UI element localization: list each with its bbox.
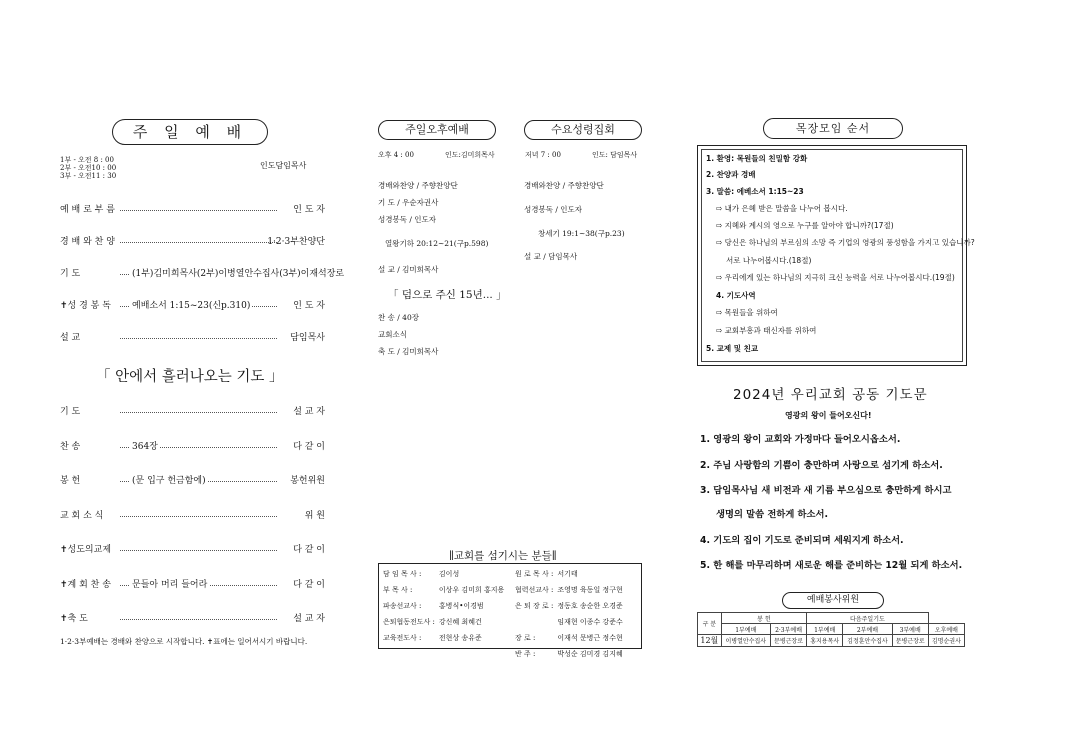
order-row	[60, 508, 325, 520]
servant-names: 서기태	[557, 570, 578, 578]
wc-subheader-cell: 3부예배	[892, 624, 928, 635]
afternoon-leader: 인도:김미희목사	[445, 151, 495, 159]
order-row	[60, 202, 325, 214]
wc-subheader-cell: 1부예배	[721, 624, 770, 635]
servant-names: 이상우 김미희 홍지용	[438, 586, 505, 594]
afternoon-line: 기 도 / 우순자권사	[378, 198, 439, 207]
order-row	[60, 542, 325, 554]
order-person: 담임목사	[290, 333, 325, 343]
servant-role: 교육전도사 :	[383, 634, 422, 642]
servant-row	[381, 582, 506, 598]
order-person: 다 같 이	[293, 545, 325, 555]
servant-role: 부 목 사 :	[383, 586, 413, 594]
prayer-item: 3. 담임목사님 새 비전과 새 기름 부으심으로 충만하게 하시고	[700, 485, 952, 496]
afternoon-service-title: 주일오후예배	[378, 120, 496, 140]
dotted-leader	[120, 202, 277, 211]
servant-row	[381, 598, 506, 614]
wc-cell: 김명순권사	[928, 635, 964, 647]
order-label: 교 회 소 식	[60, 510, 104, 521]
order-row	[60, 439, 325, 451]
service-time: 2부 - 오전10 : 00	[60, 164, 117, 172]
afternoon-line: 축 도 / 김미희목사	[378, 347, 439, 356]
mokjang-item: 2. 찬양과 경배	[706, 170, 756, 179]
dotted-leader	[120, 330, 277, 339]
wc-data-row	[698, 635, 965, 647]
wc-cell: 문병근장로	[892, 635, 928, 647]
prayer-item: 4. 기도의 집이 기도로 준비되며 세워지게 하소서.	[700, 535, 904, 546]
order-label: 봉 헌	[60, 476, 81, 486]
wc-subheader-cell: 2부예배	[843, 624, 892, 635]
order-person: 인 도 자	[293, 205, 325, 215]
mokjang-item: ⇨ 우리에게 있는 하나님의 지극히 크신 능력을 서로 나누어봅시다.(19절)	[716, 273, 955, 282]
prayer-item: 5. 한 해를 마무리하며 새로운 해를 준비하는 12월 되게 하소서.	[700, 560, 963, 571]
order-label: ✝성 경 봉 독	[60, 301, 111, 311]
dotted-leader	[120, 508, 277, 517]
order-label: ✝성도의교제	[60, 545, 112, 555]
wc-subheader-cell: 오후예배	[928, 624, 964, 635]
servants-title: ∥교회를 섬기시는 분들∥	[449, 550, 557, 562]
wednesday-line: 설 교 / 담임목사	[524, 252, 578, 261]
servant-row	[513, 646, 625, 662]
order-label: 경 배 와 찬 양	[60, 237, 115, 247]
servant-names: 전현상 송유준	[438, 634, 482, 642]
servant-row	[513, 582, 625, 598]
order-row	[60, 577, 325, 589]
order-label: 예 배 로 부 름	[60, 205, 115, 215]
servant-role	[513, 614, 555, 630]
mokjang-box	[697, 145, 975, 366]
wc-cell: 홍지용목사	[807, 635, 843, 647]
dotted-leader	[120, 404, 277, 413]
wc-cell: 김정훈안수집사	[843, 635, 892, 647]
afternoon-sermon-title: 「 덤으로 주신 15년... 」	[388, 289, 507, 301]
mokjang-item: 서로 나누어봅시다.(18절)	[726, 256, 812, 265]
wc-header-row	[698, 613, 965, 624]
order-person: 설 교 자	[293, 407, 325, 417]
afternoon-line: 설 교 / 김미희목사	[378, 265, 439, 274]
order-row	[60, 330, 325, 342]
afternoon-line: 찬 송 / 40장	[378, 313, 419, 322]
mokjang-item: ⇨ 목원들을 위하여	[716, 308, 778, 317]
order-detail: 364장	[130, 439, 160, 452]
servant-role: 반 주 :	[515, 650, 536, 658]
order-row	[60, 298, 325, 310]
worship-committee-title: 예배봉사위원	[782, 592, 884, 609]
order-detail: 문들아 머리 들어라	[130, 577, 209, 590]
wc-subheader-cell: 2·3부예배	[770, 624, 806, 635]
afternoon-line: 성경봉독 / 인도자	[378, 215, 437, 224]
servant-names: 박성순 김미경 김지혜	[557, 650, 623, 658]
servant-role: 협력선교사 :	[515, 586, 554, 594]
servant-role: 담 임 목 사 :	[383, 570, 422, 578]
servant-role: 장 로 :	[515, 634, 536, 642]
wc-subheader-row	[698, 624, 965, 635]
order-person: 위 원	[304, 510, 325, 521]
servant-names: 임재현 이종수 강준수	[557, 618, 623, 626]
servant-row	[381, 614, 506, 630]
servant-role: 파송선교사 :	[383, 602, 422, 610]
servant-row	[513, 598, 625, 614]
order-row	[60, 473, 325, 485]
dotted-leader	[120, 542, 277, 551]
servant-row	[513, 630, 625, 646]
prayer-item: 2. 주님 사랑함의 기쁨이 충만하며 사랑으로 섬기게 하소서.	[700, 460, 943, 471]
servant-names: 정동호 송순한 오경준	[557, 602, 623, 610]
order-label: 기 도	[60, 407, 81, 417]
wc-month: 12월	[698, 635, 722, 647]
wednesday-line: 창세기 19:1~38(구p.23)	[538, 229, 625, 238]
order-label: 설 교	[60, 333, 81, 343]
wednesday-leader: 인도: 담임목사	[592, 151, 638, 159]
servant-names: 이재석 문병근 정수현	[557, 634, 623, 642]
afternoon-line: 경배와찬양 / 주향찬양단	[378, 181, 458, 190]
wednesday-line: 성경봉독 / 인도자	[524, 205, 583, 214]
dotted-leader	[120, 234, 277, 243]
mokjang-item: 5. 교제 및 친교	[706, 344, 759, 353]
servant-row	[513, 566, 625, 582]
order-detail: 예배소서 1:15~23(신p.310)	[130, 298, 252, 311]
order-person: 다 같 이	[293, 579, 325, 590]
sunday-leader: 인도담임목사	[260, 161, 307, 170]
worship-committee-table	[697, 612, 965, 647]
servant-row	[381, 630, 506, 646]
mokjang-item: 4. 기도사역	[716, 291, 756, 300]
service-time: 1부 - 오전 8 : 00	[60, 156, 114, 164]
order-row	[60, 266, 345, 279]
order-label: ✝계 회 찬 송	[60, 579, 111, 590]
order-label: ✝축 도	[60, 614, 88, 624]
servant-role: 은 퇴 장 로 :	[515, 602, 554, 610]
mokjang-item: 1. 환영: 목원들의 친밀함 강화	[706, 154, 808, 163]
wednesday-line: 경배와찬양 / 주향찬양단	[524, 181, 604, 190]
servant-row	[513, 614, 625, 630]
prayer-item: 생명의 말씀 전하게 하소서.	[716, 509, 829, 520]
order-person: 봉헌위원	[290, 476, 325, 486]
wc-header-cell: 구 분	[698, 613, 722, 635]
order-person: 다 같 이	[293, 441, 325, 452]
order-label: 찬 송	[60, 441, 81, 452]
wednesday-service-title: 수요성령집회	[524, 120, 642, 140]
wc-header-cell: 봉 헌	[721, 613, 806, 624]
order-detail: (1부)김미희목사(2부)이병열안수집사(3부)이재석장로	[130, 266, 346, 279]
servant-names: 조영명 육동일 정구현	[557, 586, 623, 594]
mokjang-title: 목장모임 순서	[763, 118, 903, 139]
sunday-service-title: 주 일 예 배	[112, 119, 268, 145]
order-detail: (문 입구 헌금함에)	[130, 473, 208, 486]
order-person: 인 도 자	[293, 301, 325, 311]
service-time: 3부 - 오전11 : 30	[60, 172, 117, 180]
order-row	[60, 611, 325, 623]
wednesday-time: 저녁 7 : 00	[525, 151, 561, 159]
servant-names: 강신혜 최혜건	[438, 618, 482, 626]
dotted-leader	[120, 611, 277, 620]
mokjang-item: 3. 말씀: 에베소서 1:15~23	[706, 187, 804, 196]
servant-role: 은퇴협동전도사 :	[383, 618, 435, 626]
servant-names: 김이성	[438, 570, 460, 578]
servant-row	[381, 566, 506, 582]
servant-names: 홍병식•이경범	[438, 602, 484, 610]
prayer-subtitle: 영광의 왕이 들어오신다!	[785, 411, 872, 420]
order-label: 기 도	[60, 269, 81, 279]
order-row	[60, 234, 325, 246]
mokjang-item: ⇨ 교회부흥과 태신자를 위하여	[716, 326, 817, 335]
mokjang-item: ⇨ 지혜와 계시의 영으로 누구를 알아야 합니까?(17절)	[716, 221, 894, 230]
wc-cell: 문병근장로	[770, 635, 806, 647]
prayer-item: 1. 영광의 왕이 교회와 가정마다 들어오시옵소서.	[700, 434, 901, 445]
wc-subheader-cell: 1부예배	[807, 624, 843, 635]
mokjang-item: ⇨ 당신은 하나님의 부르심의 소망 즉 기업의 영광의 풍성함을 가지고 있습니까?	[716, 238, 975, 247]
afternoon-line: 교회소식	[378, 330, 407, 339]
order-person: 1·2·3부찬양단	[267, 237, 325, 247]
servants-box	[378, 563, 642, 658]
wc-cell: 이병열안수집사	[721, 635, 770, 647]
servant-role: 원 로 목 사 :	[515, 570, 554, 578]
order-person: 설 교 자	[293, 614, 325, 624]
service-times	[60, 156, 116, 180]
afternoon-time: 오후 4 : 00	[378, 151, 414, 159]
mokjang-item: ⇨ 내가 은혜 받은 말씀을 나누어 봅시다.	[716, 204, 848, 213]
prayer-title: 2024년 우리교회 공동 기도문	[733, 387, 928, 403]
order-row	[60, 404, 325, 416]
footnote: 1·2·3부예배는 경배와 찬양으로 시작합니다. ✝표에는 일어서시기 바랍니다.	[60, 637, 308, 646]
afternoon-line: 열왕기하 20:12~21(구p.598)	[385, 239, 489, 248]
wc-header-cell: 다음주일기도	[807, 613, 929, 624]
sermon-title: 「 안에서 흘러나오는 기도 」	[96, 369, 284, 385]
